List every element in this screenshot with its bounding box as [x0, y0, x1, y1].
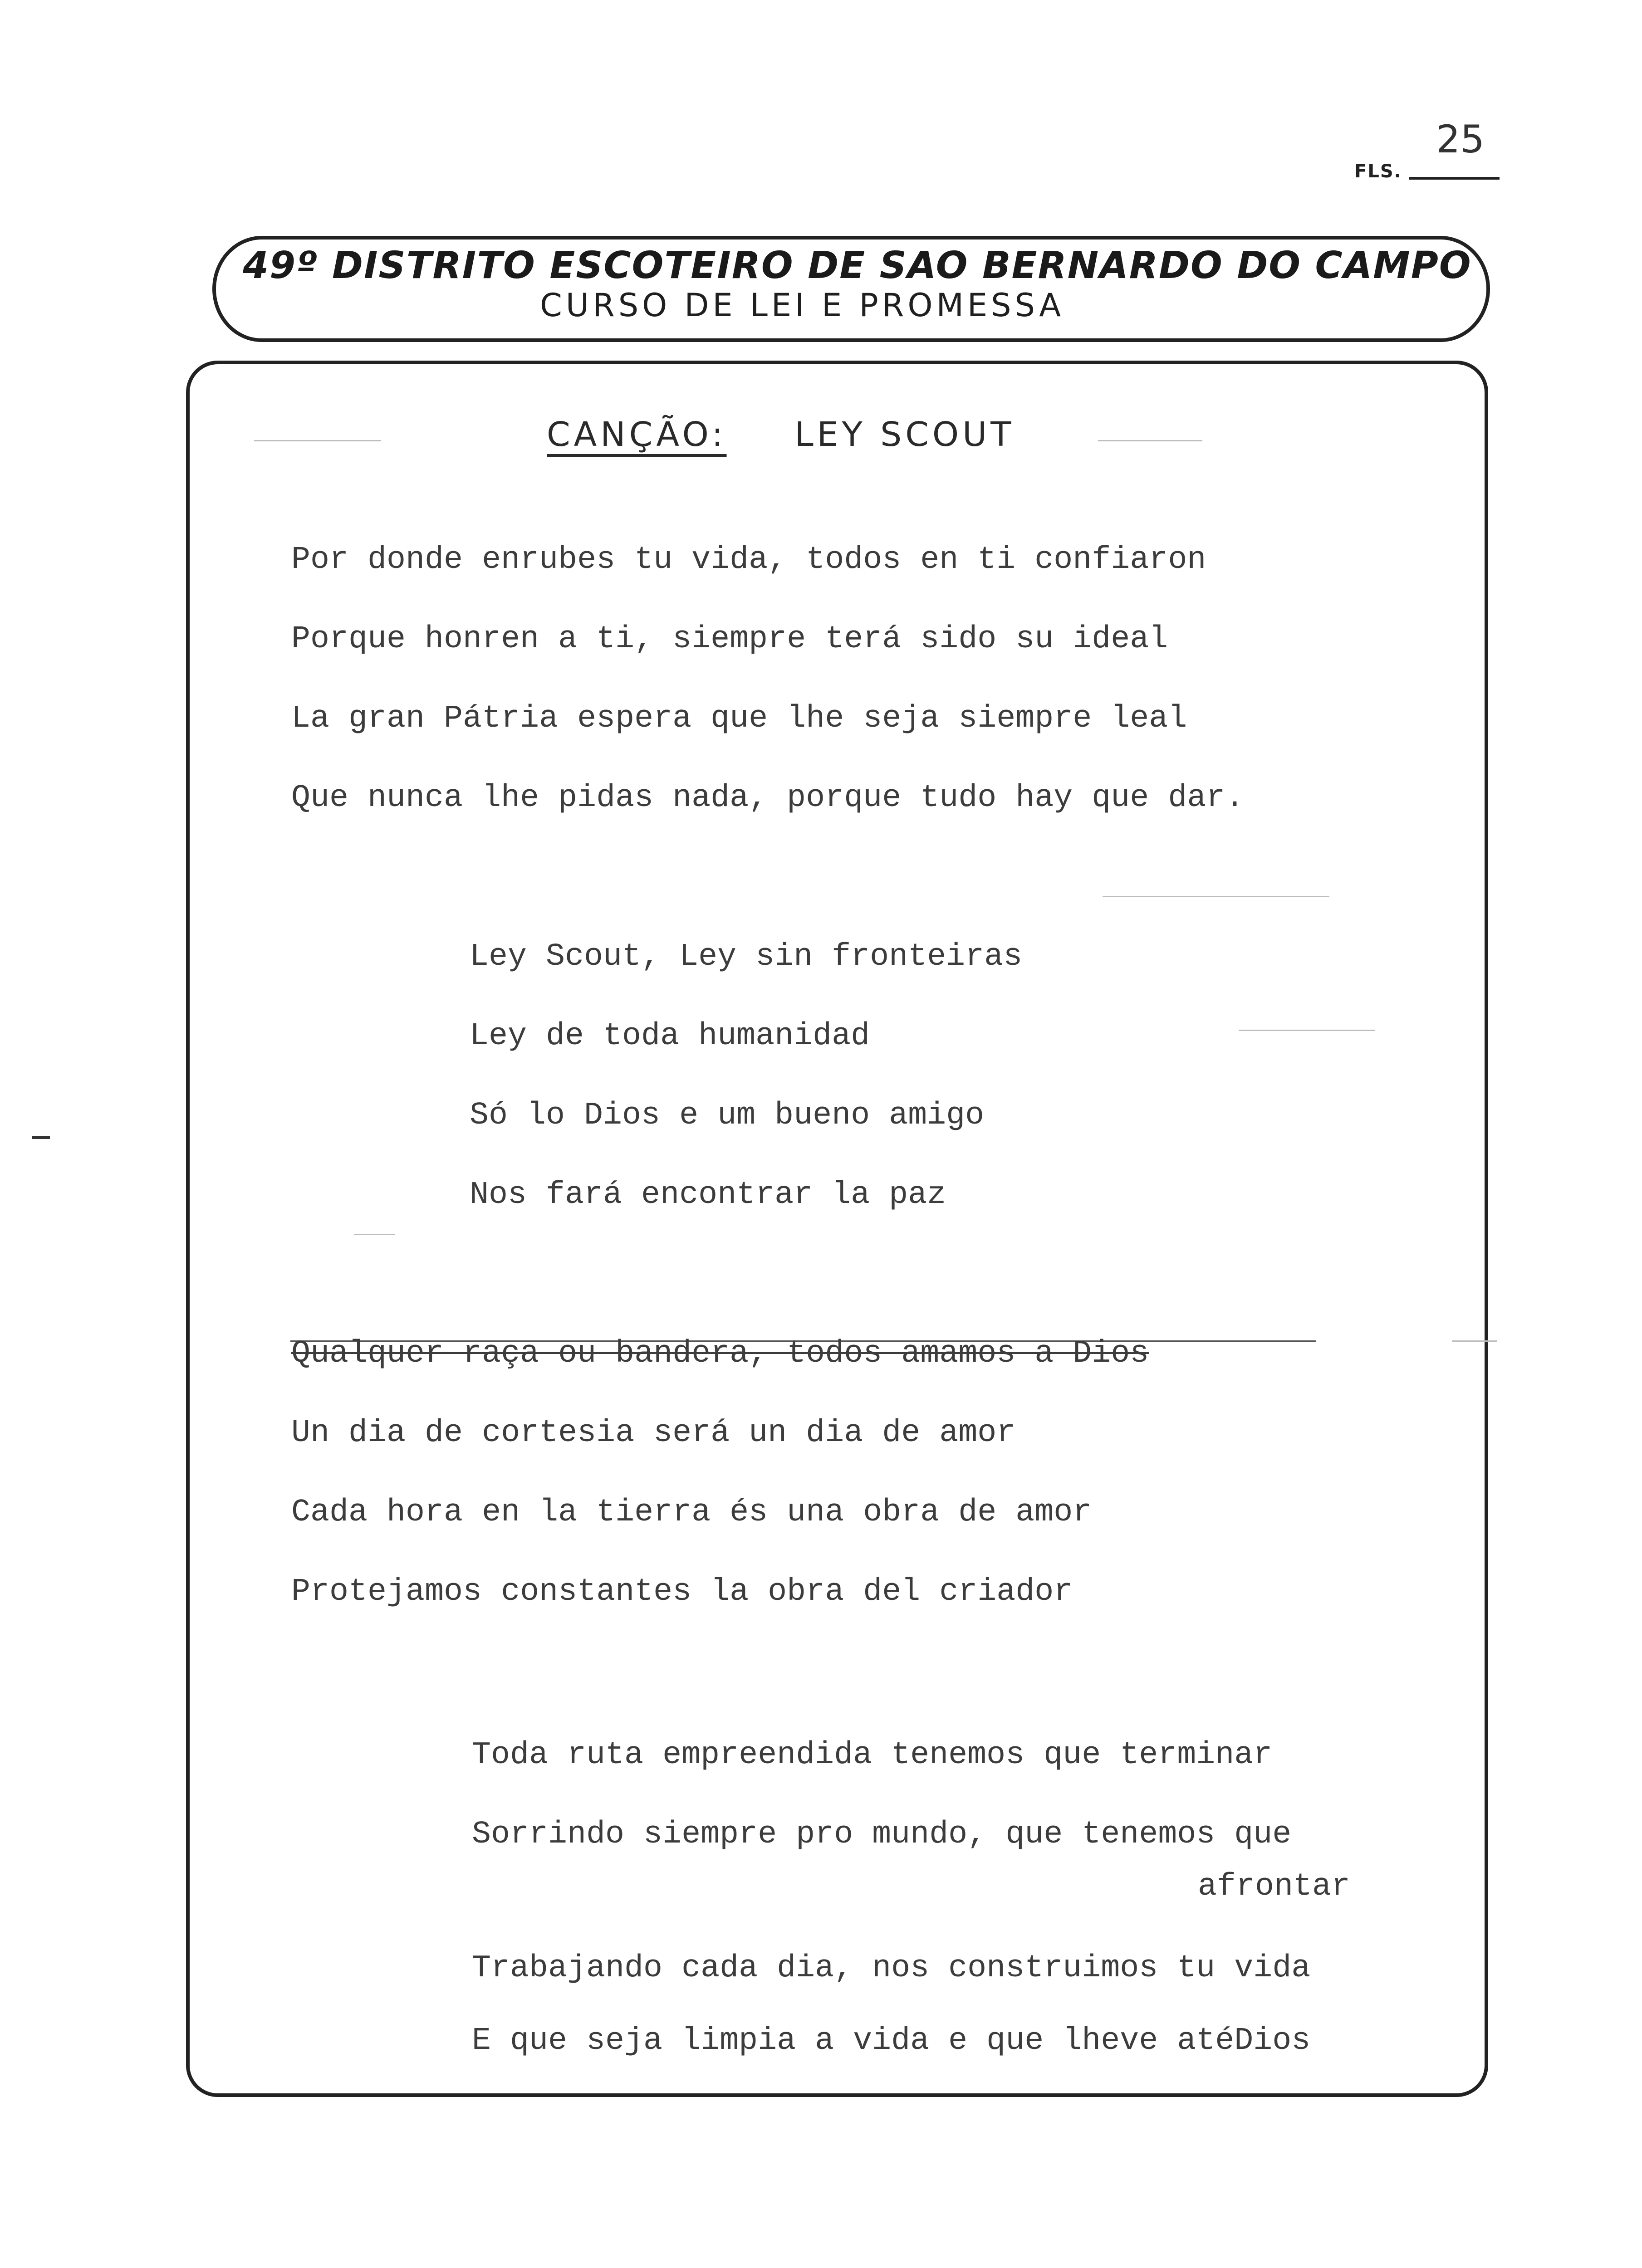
folio-underline [1409, 177, 1500, 180]
song-heading [547, 415, 1015, 454]
lyric-line: Porque honren a ti, siempre terá sido su ideal [291, 621, 1168, 657]
lyric-line-continuation: afrontar [1198, 1869, 1351, 1905]
lyric-line: Por donde enrubes tu vida, todos en ti confiaron [291, 542, 1206, 578]
scan-mark [354, 1234, 395, 1235]
district-title: 49º DISTRITO ESCOTEIRO DE SAO BERNARDO DO CAMPO [243, 244, 1472, 287]
scan-mark [254, 440, 381, 441]
lyric-line: Sorrindo siempre pro mundo, que tenemos que [472, 1817, 1292, 1853]
lyric-line: Un dia de cortesia será un dia de amor [291, 1415, 1016, 1451]
scan-mark [1103, 896, 1329, 897]
lyric-line: Toda ruta empreendida tenemos que terminar [472, 1737, 1273, 1773]
lyric-line: La gran Pátria espera que lhe seja siempre leal [291, 701, 1187, 737]
song-label: CANÇÃO: [547, 415, 727, 454]
folio-label: FLS. [1354, 161, 1402, 182]
lyric-line-struck: Qualquer raça ou bandera, todos amamos a Dios [291, 1336, 1149, 1372]
chorus-line: Ley de toda humanidad [470, 1018, 870, 1054]
chorus-line: Nos fará encontrar la paz [470, 1177, 946, 1213]
course-subtitle: CURSO DE LEI E PROMESSA [540, 287, 1065, 324]
chorus-line: Ley Scout, Ley sin fronteiras [470, 939, 1023, 975]
song-title: LEY SCOUT [794, 415, 1015, 454]
lyric-line: Cada hora en la tierra és una obra de amor [291, 1495, 1092, 1530]
chorus-line: Só lo Dios e um bueno amigo [470, 1098, 985, 1134]
scan-mark [1452, 1340, 1497, 1342]
lyric-line: E que seja limpia a vida e que lheve atéDios [472, 2023, 1311, 2059]
lyric-line: Protejamos constantes la obra del criador [291, 1574, 1073, 1610]
lyric-line: Que nunca lhe pidas nada, porque tudo hay que dar. [291, 780, 1245, 816]
margin-tick [32, 1136, 50, 1139]
scan-mark [1239, 1030, 1375, 1031]
scan-mark [1098, 440, 1202, 441]
lyric-line: Trabajando cada dia, nos construimos tu vida [472, 1950, 1311, 1986]
page-number: 25 [1436, 117, 1485, 161]
